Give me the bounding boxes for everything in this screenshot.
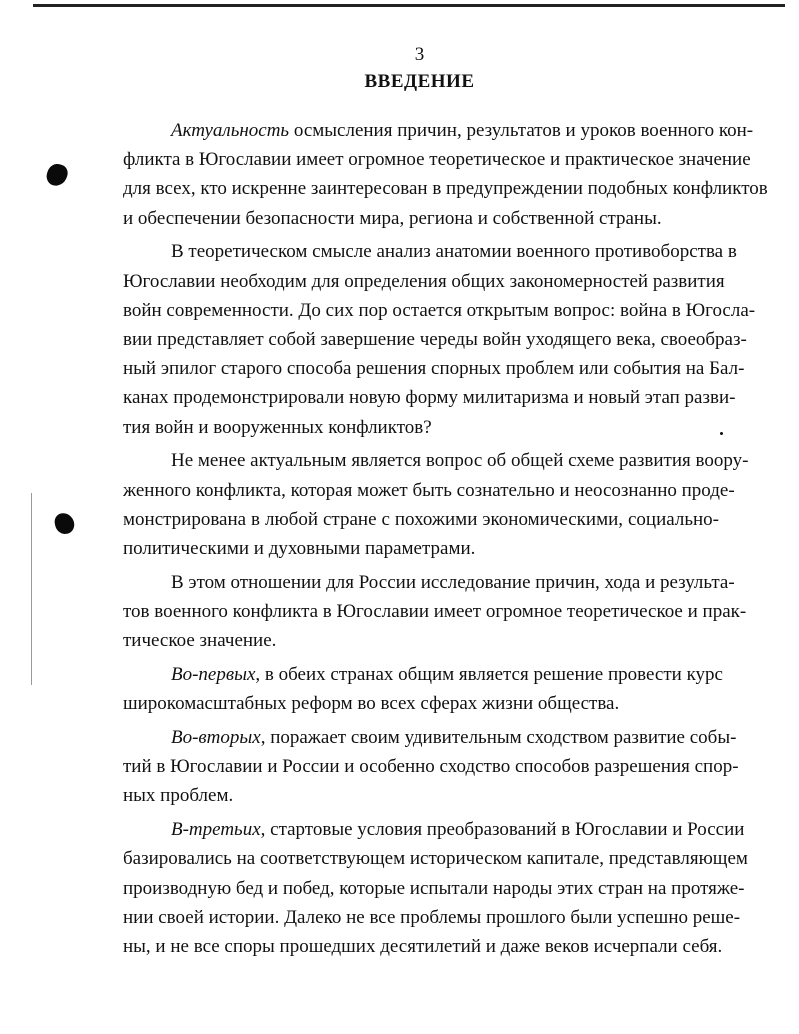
ink-blot-mark: [44, 161, 70, 188]
emphasis-term: Во-первых: [171, 664, 256, 686]
text-line: вии представляет собой завершение череды войн уходящего века, своеобраз-: [123, 329, 747, 351]
emphasis-term: В-третьих: [171, 819, 261, 841]
paragraph: [123, 660, 723, 718]
text-line: Во-первых, в обеих странах общим является решение провести курс: [171, 664, 723, 686]
body-text: [123, 116, 768, 966]
text-line: ных проблем.: [123, 785, 234, 807]
text-line: В этом отношении для России исследование причин, хода и результа-: [171, 571, 735, 593]
text-line: войн современности. До сих пор остается открытым вопрос: война в Югосла-: [123, 299, 756, 321]
text-line: Во-вторых, поражает своим удивительным сходством развитие собы-: [171, 727, 737, 749]
text-line: В-третьих, стартовые условия преобразований в Югославии и России: [171, 819, 745, 841]
section-heading: ВВЕДЕНИЕ: [364, 71, 475, 92]
paragraph: [123, 446, 749, 563]
text-line: Актуальность осмысления причин, результатов и уроков военного кон-: [171, 120, 754, 141]
text-line: политическими и духовными параметрами.: [123, 538, 476, 560]
text-line: широкомасштабных реформ во всех сферах жизни общества.: [123, 693, 620, 715]
text-line: фликта в Югославии имеет огромное теоретическое и практическое значение: [123, 149, 751, 171]
paragraph: [123, 568, 747, 656]
scan-margin-line: [31, 493, 32, 685]
text-line: базировались на соответствующем историческом капитале, представляющем: [123, 848, 748, 870]
text-line: канах продемонстрировали новую форму милитаризма и новый этап разви-: [123, 387, 736, 409]
text-line: производную бед и побед, которые испытали народы этих стран на протяже-: [123, 877, 745, 899]
paragraph: [123, 116, 768, 233]
ink-blot-mark: [53, 511, 76, 535]
text-line: и обеспечении безопасности мира, региона и собственной страны.: [123, 207, 662, 229]
text-line: тическое значение.: [123, 630, 277, 652]
text-line: монстрирована в любой стране с похожими экономическими, социально-: [123, 508, 719, 530]
text-line: тов военного конфликта в Югославии имеет огромное теоретическое и прак-: [123, 601, 747, 623]
text-line: В теоретическом смысле анализ анатомии военного противоборства в: [171, 241, 737, 263]
page-number: 3: [414, 44, 425, 65]
text-line: нии своей истории. Далеко не все проблемы прошлого были успешно реше-: [123, 906, 741, 928]
text-line: Не менее актуальным является вопрос об общей схеме развития воору-: [171, 450, 749, 472]
top-border-rule: [33, 4, 785, 7]
paragraph: [123, 815, 748, 961]
text-line: ны, и не все споры прошедших десятилетий и даже веков исчерпали себя.: [123, 936, 723, 958]
emphasis-term: Во-вторых: [171, 727, 261, 749]
text-line: тий в Югославии и России и особенно сходство способов разрешения спор-: [123, 756, 739, 778]
text-line: тия войн и вооруженных конфликтов?: [123, 416, 432, 438]
paragraph: [123, 237, 756, 441]
paragraph: [123, 723, 739, 811]
ink-speck-mark: [720, 432, 723, 435]
emphasis-term: Актуальность: [171, 120, 290, 141]
text-line: ный эпилог старого способа решения спорных проблем или события на Бал-: [123, 358, 745, 380]
text-line: Югославии необходим для определения общих закономерностей развития: [123, 270, 725, 292]
text-line: женного конфликта, которая может быть сознательно и неосознанно проде-: [123, 479, 735, 501]
text-line: для всех, кто искренне заинтересован в предупреждении подобных конфликтов: [123, 178, 768, 200]
